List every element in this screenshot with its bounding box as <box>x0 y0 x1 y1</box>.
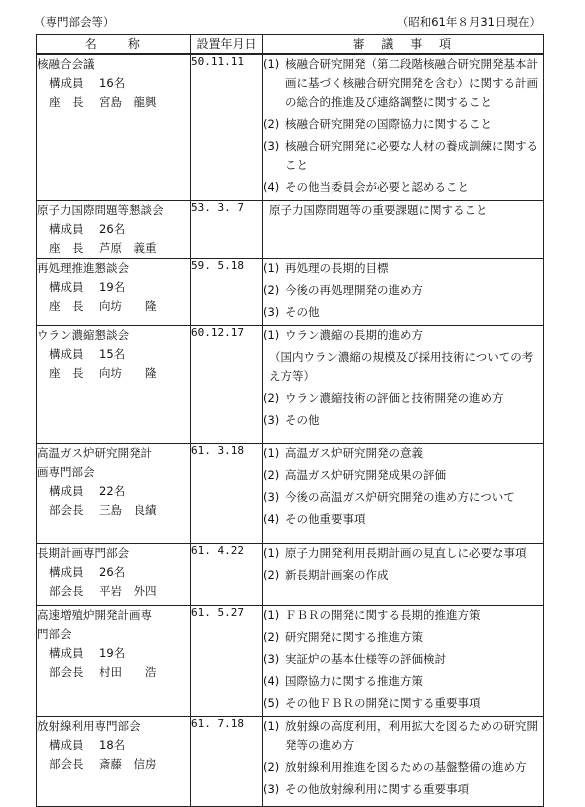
committee-name: 高温ガス炉研究開発計画専門部会 <box>37 446 152 479</box>
topic-item <box>263 55 543 112</box>
topic-text: 実証炉の基本仕様等の評価検討 <box>285 652 446 666</box>
topic-text: 国際協力に関する推進方策 <box>285 674 423 688</box>
established-date: 61. 5.27 <box>191 606 263 717</box>
members-line <box>37 736 190 755</box>
established-date: 61. 7.18 <box>191 717 263 807</box>
committee-name-cell <box>37 606 191 717</box>
topic-text: 原子力国際問題等の重要課題に関すること <box>269 203 488 217</box>
topic-item <box>263 115 543 134</box>
committee-table <box>36 34 544 807</box>
topic-number: (2) <box>263 391 280 405</box>
topic-number: (2) <box>263 117 280 131</box>
topic-text: 原子力開発利用長期計画の見直しに必要な事項 <box>285 546 527 560</box>
established-date: 61. 3.18 <box>191 444 263 544</box>
committee-name-cell <box>37 326 191 444</box>
topic-item <box>263 281 543 300</box>
chair-name: 斎藤 信房 <box>99 757 157 771</box>
topics-cell <box>263 717 544 807</box>
chair-name: 芦原 義重 <box>99 241 157 255</box>
committee-name-cell <box>37 54 191 201</box>
chair-line <box>37 93 190 112</box>
chair-line <box>37 755 190 774</box>
members-label: 構成員 <box>49 565 84 579</box>
topic-item <box>263 510 543 529</box>
topic-item <box>263 348 543 386</box>
topic-item <box>263 303 543 322</box>
section-label: （専門部会等） <box>34 15 115 29</box>
topic-item <box>263 694 543 713</box>
chair-name: 向坊 隆 <box>99 299 157 313</box>
topic-number: (1) <box>263 608 280 622</box>
members-label: 構成員 <box>49 76 84 90</box>
topic-text: 核融合研究開発の国際協力に関すること <box>285 117 492 131</box>
chair-name: 向坊 隆 <box>99 366 157 380</box>
topic-item <box>263 201 543 220</box>
members-label: 構成員 <box>49 646 84 660</box>
topic-number: (1) <box>263 57 280 71</box>
topic-text: 核融合研究開発（第二段階核融合研究開発基本計画に基づく核融合研究開発を含む）に関する計画の総合的推進及び連絡調整に関すること <box>285 57 538 109</box>
topic-text: その他 <box>285 305 320 319</box>
members-count: 18名 <box>99 738 126 752</box>
topic-text: 高温ガス炉研究開発の意義 <box>285 446 423 460</box>
header-date: 設置年月日 <box>191 35 263 55</box>
topic-text: その他 <box>285 413 320 427</box>
chair-name: 村田 浩 <box>99 665 157 679</box>
topics-cell <box>263 606 544 717</box>
topic-item <box>263 137 543 175</box>
topic-number: (4) <box>263 180 280 194</box>
chair-label: 座 長 <box>49 241 84 255</box>
established-date: 59. 5.18 <box>191 259 263 326</box>
topic-text: 再処理の長期的目標 <box>285 261 389 275</box>
committee-name: 核融合会議 <box>37 57 95 71</box>
chair-label: 部会長 <box>49 503 84 517</box>
members-count: 16名 <box>99 76 126 90</box>
topics-cell <box>263 544 544 606</box>
table-row <box>37 544 544 606</box>
topic-text: （国内ウラン濃縮の規模及び採用技術についての考え方等） <box>269 350 534 383</box>
topic-number: (1) <box>263 261 280 275</box>
topic-number: (1) <box>263 546 280 560</box>
topic-item <box>263 178 543 197</box>
members-label: 構成員 <box>49 484 84 498</box>
topic-text: ＦＢＲの開発に関する長期的推進方策 <box>285 608 481 622</box>
committee-name-cell <box>37 201 191 259</box>
topic-item <box>263 466 543 485</box>
committee-name-cell <box>37 544 191 606</box>
topic-item <box>263 444 543 463</box>
committee-name: 高速増殖炉開発計画専門部会 <box>37 608 152 641</box>
topic-item <box>263 758 543 777</box>
members-line <box>37 482 190 501</box>
table-row <box>37 259 544 326</box>
members-line <box>37 220 190 239</box>
topic-number: (3) <box>263 305 280 319</box>
topic-number: (3) <box>263 782 280 796</box>
topic-text: 核融合研究開発に必要な人材の養成訓練に関すること <box>285 139 538 172</box>
topic-text: その他ＦＢＲの開発に関する重要事項 <box>285 696 481 710</box>
topic-number: (1) <box>263 719 280 733</box>
topic-item <box>263 389 543 408</box>
topic-item <box>263 650 543 669</box>
members-line <box>37 644 190 663</box>
committee-name: 原子力国際問題等懇談会 <box>37 203 164 217</box>
chair-line <box>37 297 190 316</box>
members-line <box>37 345 190 364</box>
topics-cell <box>263 326 544 444</box>
chair-line <box>37 582 190 601</box>
topic-item <box>263 544 543 563</box>
committee-name: 放射線利用専門部会 <box>37 719 141 733</box>
topic-number: (3) <box>263 490 280 504</box>
established-date: 50.11.11 <box>191 54 263 201</box>
topic-number: (2) <box>263 568 280 582</box>
topic-text: 新長期計画案の作成 <box>285 568 389 582</box>
topics-cell <box>263 201 544 259</box>
topic-text: ウラン濃縮の長期的進め方 <box>285 328 423 342</box>
topic-item <box>263 780 543 799</box>
table-row <box>37 201 544 259</box>
topic-number: (3) <box>263 139 280 153</box>
chair-line <box>37 364 190 383</box>
topic-number: (2) <box>263 630 280 644</box>
chair-label: 部会長 <box>49 665 84 679</box>
table-row <box>37 606 544 717</box>
committee-name-cell <box>37 444 191 544</box>
header-name: 名 称 <box>37 35 191 55</box>
topic-number: (2) <box>263 468 280 482</box>
topic-number: (2) <box>263 283 280 297</box>
chair-label: 部会長 <box>49 584 84 598</box>
topic-number: (3) <box>263 413 280 427</box>
topic-item <box>263 606 543 625</box>
chair-line <box>37 663 190 682</box>
table-row <box>37 717 544 807</box>
topic-number: (5) <box>263 696 280 710</box>
topic-text: 高温ガス炉研究開発成果の評価 <box>285 468 446 482</box>
established-date: 53. 3. 7 <box>191 201 263 259</box>
members-count: 19名 <box>99 646 126 660</box>
topics-cell <box>263 259 544 326</box>
chair-line <box>37 501 190 520</box>
topic-number: (2) <box>263 760 280 774</box>
members-count: 26名 <box>99 565 126 579</box>
topics-cell <box>263 444 544 544</box>
topic-item <box>263 672 543 691</box>
established-date: 61. 4.22 <box>191 544 263 606</box>
chair-name: 平岩 外四 <box>99 584 157 598</box>
topic-item <box>263 566 543 585</box>
members-label: 構成員 <box>49 222 84 236</box>
topic-text: 今後の再処理開発の進め方 <box>285 283 423 297</box>
topic-item <box>263 488 543 507</box>
members-label: 構成員 <box>49 347 84 361</box>
as-of-date: （昭和61年８月31日現在） <box>396 15 541 29</box>
topic-text: 研究開発に関する推進方策 <box>285 630 423 644</box>
topic-item <box>263 717 543 755</box>
table-row <box>37 444 544 544</box>
topic-number: (3) <box>263 652 280 666</box>
topic-text: 今後の高温ガス炉研究開発の進め方について <box>285 490 515 504</box>
topic-text: その他重要事項 <box>285 512 366 526</box>
topic-number: (1) <box>263 328 280 342</box>
members-count: 22名 <box>99 484 126 498</box>
committee-name: ウラン濃縮懇談会 <box>37 328 129 342</box>
committee-name: 再処理推進懇談会 <box>37 261 129 275</box>
committee-name-cell <box>37 717 191 807</box>
topic-text: 放射線の高度利用，利用拡大を図るための研究開発等の進め方 <box>285 719 538 752</box>
topic-text: ウラン濃縮技術の評価と技術開発の進め方 <box>285 391 504 405</box>
chair-label: 座 長 <box>49 95 84 109</box>
topic-item <box>263 628 543 647</box>
members-line <box>37 74 190 93</box>
chair-label: 部会長 <box>49 757 84 771</box>
members-label: 構成員 <box>49 738 84 752</box>
topic-item <box>263 259 543 278</box>
members-line <box>37 278 190 297</box>
header-topics: 審 議 事 項 <box>263 35 544 55</box>
committee-name: 長期計画専門部会 <box>37 546 129 560</box>
members-line <box>37 563 190 582</box>
committee-name-cell <box>37 259 191 326</box>
topic-item <box>263 411 543 430</box>
chair-line <box>37 239 190 258</box>
established-date: 60.12.17 <box>191 326 263 444</box>
topic-number: (1) <box>263 446 280 460</box>
table-row <box>37 54 544 201</box>
chair-label: 座 長 <box>49 366 84 380</box>
members-label: 構成員 <box>49 280 84 294</box>
topic-number: (4) <box>263 512 280 526</box>
members-count: 15名 <box>99 347 126 361</box>
topic-text: その他放射線利用に関する重要事項 <box>285 782 469 796</box>
table-header-row <box>37 35 544 55</box>
members-count: 26名 <box>99 222 126 236</box>
topic-text: 放射線利用推進を図るための基盤整備の進め方 <box>285 760 527 774</box>
topic-text: その他当委員会が必要と認めること <box>285 180 469 194</box>
members-count: 19名 <box>99 280 126 294</box>
topic-number: (4) <box>263 674 280 688</box>
topic-item <box>263 326 543 345</box>
chair-label: 座 長 <box>49 299 84 313</box>
chair-name: 宮島 龍興 <box>99 95 157 109</box>
table-row <box>37 326 544 444</box>
topics-cell <box>263 54 544 201</box>
chair-name: 三島 良績 <box>99 503 157 517</box>
